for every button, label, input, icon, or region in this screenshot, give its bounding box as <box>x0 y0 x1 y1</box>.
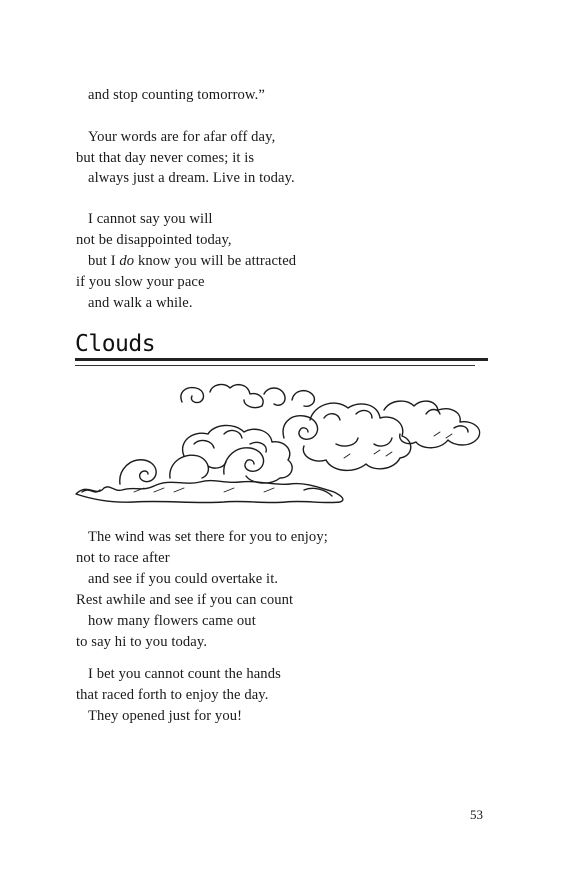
poem-line: and stop counting tomorrow.” <box>88 87 265 103</box>
page-number: 53 <box>470 807 483 822</box>
poem-line: not to race after <box>76 550 170 566</box>
poem-line: I cannot say you will <box>88 211 213 227</box>
poem-line: Your words are for afar off day, <box>88 129 276 145</box>
poem-line: if you slow your pace <box>76 274 205 290</box>
cloud-sketch-icon <box>74 374 490 512</box>
poem-line: They opened just for you! <box>88 708 243 724</box>
poem-line: and see if you could overtake it. <box>88 571 279 587</box>
heading-rule-thin <box>75 365 475 366</box>
poem-line: but that day never comes; it is <box>76 150 255 166</box>
poem-line: I bet you cannot count the hands <box>88 666 281 682</box>
poem-line: always just a dream. Live in today. <box>88 170 295 186</box>
poem-line: and walk a while. <box>88 295 193 311</box>
emphasized-word: do <box>119 253 135 269</box>
poem-line <box>88 251 296 271</box>
poem-line: that raced forth to enjoy the day. <box>76 687 269 703</box>
poem-text: know you will be attracted <box>134 253 297 269</box>
poem-text: but I <box>88 253 120 269</box>
poem-line: The wind was set there for you to enjoy; <box>88 529 328 545</box>
poem-line: how many flowers came out <box>88 613 256 629</box>
heading-rule-thick <box>75 358 488 361</box>
poem-line: to say hi to you today. <box>76 634 208 650</box>
section-title: Clouds <box>75 331 156 357</box>
poem-line: Rest awhile and see if you can count <box>76 592 294 608</box>
poem-line: not be disappointed today, <box>76 232 232 248</box>
